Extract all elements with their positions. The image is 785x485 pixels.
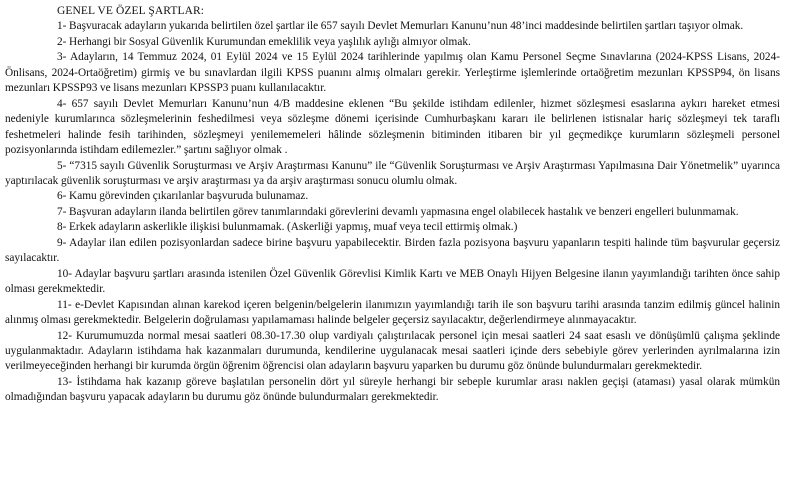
condition-11: 11- e-Devlet Kapısından alınan karekod içeren belgenin/belgelerin ilanımızın yayımlandığı tarih ile son başvuru tarihi arasında tanzim edilmiş güncel halinin alınmış olması gerekmektedir. Belgelerin doğrulaması yapılamaması halinde belgeler geçersiz sayılacaktır, değerlendirmeye alınmayacaktır. [5, 298, 780, 327]
section-heading: GENEL VE ÖZEL ŞARTLAR: [57, 5, 205, 17]
condition-5: 5- “7315 sayılı Güvenlik Soruşturması ve Arşiv Araştırması Kanunu” ile “Güvenlik Soruşturması ve Arşiv Araştırması Yapılmasına Dair Yönetmelik” uyarınca yaptırılacak güvenlik soruşturması ve arşiv araştırması ya da arşiv araştırması sonucu olumlu olmak. [5, 159, 780, 187]
condition-7: 7- Başvuran adayların ilanda belirtilen görev tanımlarındaki görevlerini devamlı yapmasına engel olabilecek hastalık ve benzeri engelleri bulunmamak. [57, 205, 739, 218]
condition-4: 4- 657 sayılı Devlet Memurları Kanunu’nun 4/B maddesine eklenen “Bu şekilde istihdam edilenler, hizmet sözleşmesi esaslarına aykırı hareket etmesi nedeniyle kurumlarınca sözleşmelerinin feshedilmesi veya sözleşme dönemi içerisinde Cumhurbaşkanı kararı ile belirlenen istisnalar hariç sözleşmeyi tek taraflı feshetmeleri halinde fesih tarihinden, sözleşmeyi yenilememeleri hâlinde sözleşmenin bitiminden itibaren bir yıl geçmedikçe kurumların sözleşmeli personel pozisyonlarında istihdam edilemezler.” şartını sağlıyor olmak . [5, 97, 780, 157]
condition-2: 2- Herhangi bir Sosyal Güvenlik Kurumundan emeklilik veya yaşlılık aylığı almıyor olmak. [57, 35, 471, 48]
condition-10: 10- Adaylar başvuru şartları arasında istenilen Özel Güvenlik Görevlisi Kimlik Kartı ve MEB Onaylı Hijyen Belgesine ilanın yayımlandığı tarihten önce sahip olması gerekmektedir. [5, 267, 780, 296]
document-body [5, 4, 780, 406]
condition-3: 3- Adayların, 14 Temmuz 2024, 01 Eylül 2024 ve 15 Eylül 2024 tarihlerinde yapılmış olan Kamu Personel Seçme Sınavlarına (2024-KPSS Lisans, 2024-Önlisans, 2024-Ortaöğretim) girmiş ve bu sınavlardan ilgili KPSS puanını almış olmaları gerekir. Yerleştirme işlemlerinde ortaöğretim mezunları KPSSP94, ön lisans mezunları KPSSP93 ve lisans mezunları KPSSP3 puanı kullanılacaktır. [5, 51, 780, 95]
condition-1: 1- Başvuracak adayların yukarıda belirtilen özel şartlar ile 657 sayılı Devlet Memurları Kanunu’nun 48’inci maddesinde belirtilen şartları taşıyor olmak. [57, 20, 744, 33]
condition-13: 13- İstihdama hak kazanıp göreve başlatılan personelin dört yıl süreyle herhangi bir sebeple kurumlar arası naklen geçişi (ataması) yasal olarak mümkün olmadığından başvuru yapacak adayların bu durumu göz önünde bulundurmaları gerekmektedir. [5, 375, 780, 404]
condition-6: 6- Kamu görevinden çıkarılanlar başvuruda bulunamaz. [57, 190, 309, 203]
condition-9: 9- Adaylar ilan edilen pozisyonlardan sadece birine başvuru yapabilecektir. Birden fazla pozisyona başvuru yapanların tespiti halinde tüm başvurular geçersiz sayılacaktır. [5, 236, 780, 265]
condition-8: 8- Erkek adayların askerlikle ilişkisi bulunmamak. (Askerliği yapmış, muaf veya tecil ettirmiş olmak.) [57, 221, 518, 234]
condition-12: 12- Kurumumuzda normal mesai saatleri 08.30-17.30 olup vardiyalı çalıştırılacak personel için mesai saatleri 24 saat esaslı ve dönüşümlü çalışma şeklinde uygulanmaktadır. Adayların istihdama hak kazanmaları durumunda, kendilerine uygulanacak mesai saatleri içinde ders sebebiyle görev yerlerinden ayrılmalarına izin verilmeyeceğinden herhangi bir kurumda örgün öğrenim öğrencisi olan adayların başvuru yaparken bu durumu göz önünde bulundurmaları gerekmektedir. [5, 329, 780, 373]
